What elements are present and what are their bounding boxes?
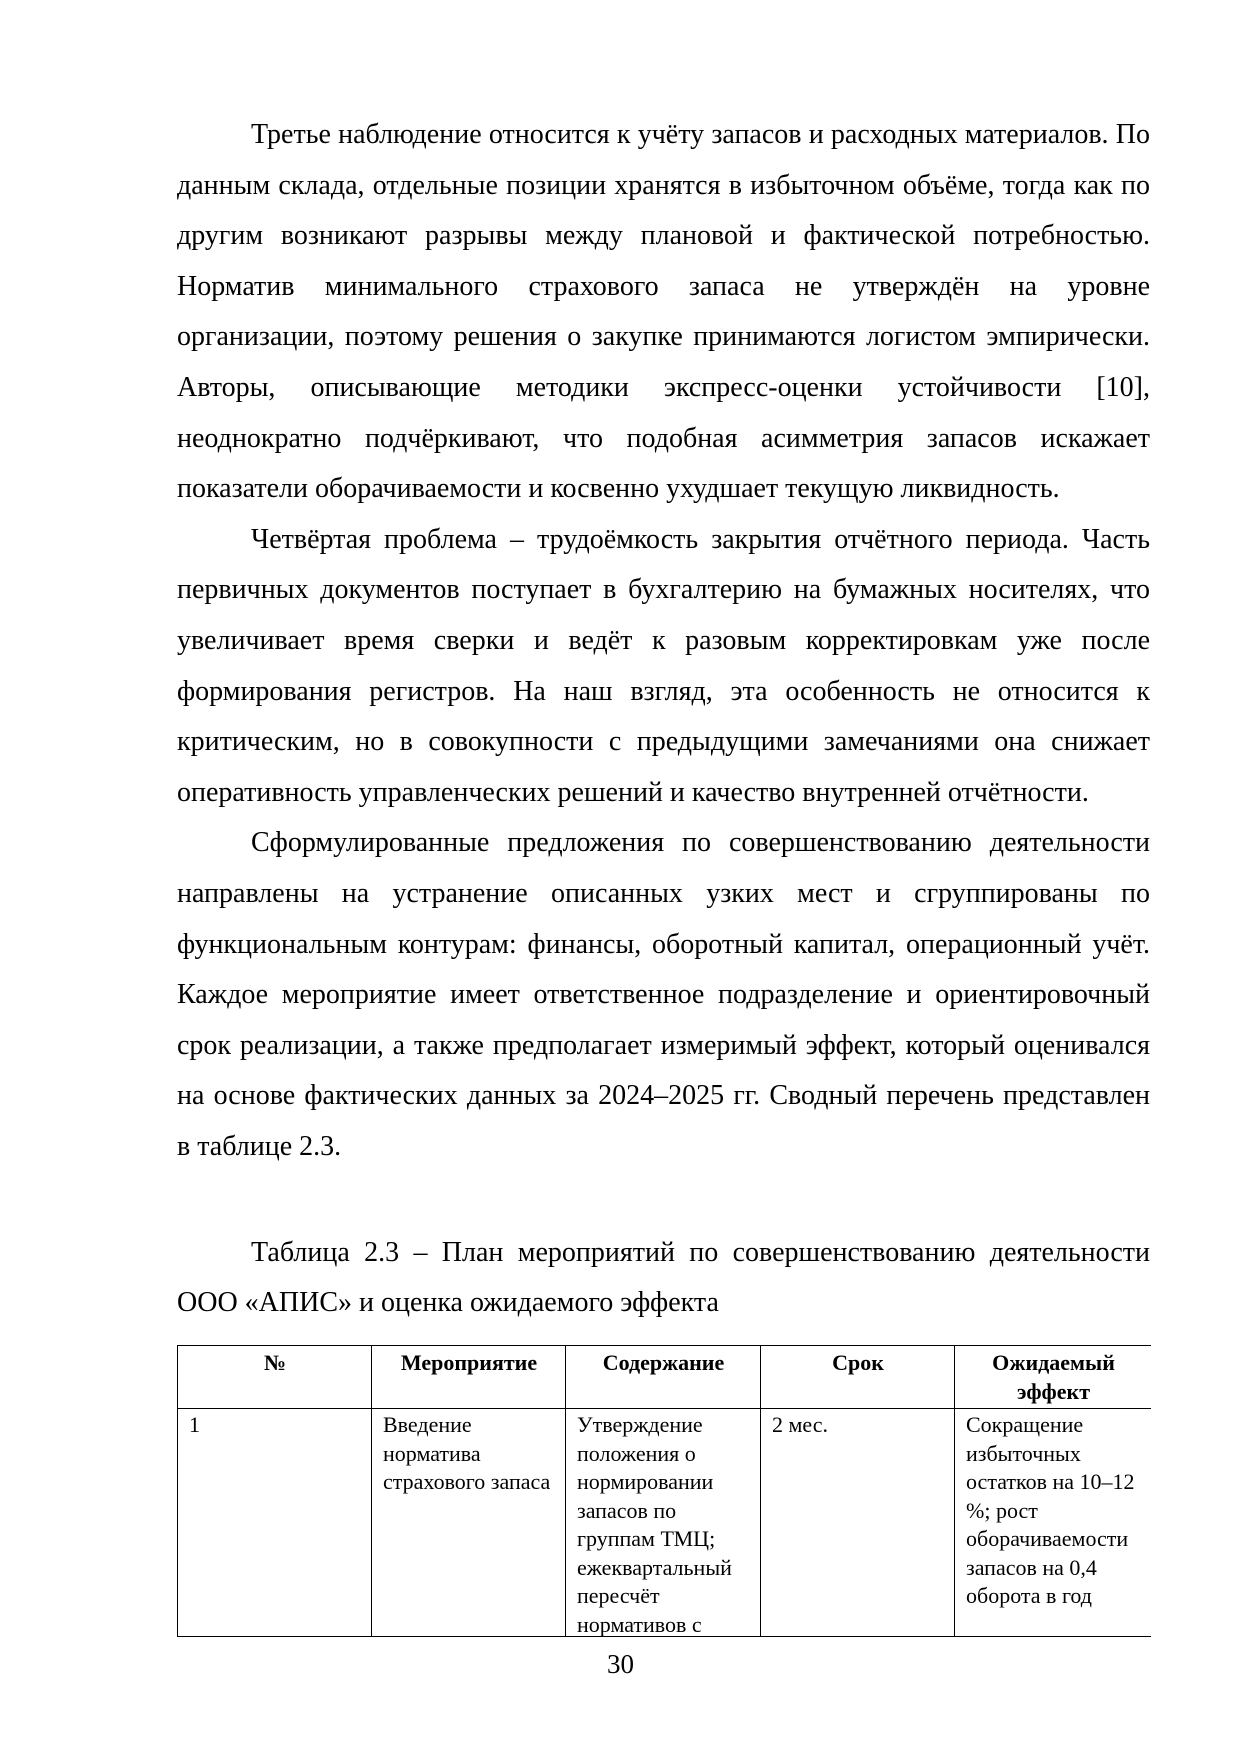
cell-effect: Сокращение избыточных остатков на 10–12 %; рост оборачиваемости запасов на 0,4 оборота в год	[955, 1409, 1152, 1638]
cell-content: Утверждение положения о нормировании запасов по группам ТМЦ; ежеквартальный пересчёт нормативов с	[566, 1409, 761, 1638]
measures-table	[177, 1345, 1151, 1637]
paragraph-period-closing: Четвёртая проблема – трудоёмкость закрытия отчётного периода. Часть первичных документов поступает в бухгалтерию на бумажных носителях, что увеличивает время сверки и ведёт к разовым корректировкам уже после формирования регистров. На наш взгляд, эта особенность не относится к критическим, но в совокупности с предыдущими замечаниями она снижает оперативность управленческих решений и качество внутренней отчётности.	[177, 523, 1150, 808]
header-effect: Ожидаемый эффект	[955, 1346, 1152, 1409]
cell-term: 2 мес.	[761, 1409, 955, 1638]
measures-table-container	[177, 1345, 1151, 1637]
header-number: №	[178, 1346, 372, 1409]
table-header-row	[178, 1346, 1152, 1409]
table-row	[178, 1409, 1152, 1638]
paragraph-inventory: Третье наблюдение относится к учёту запасов и расходных материалов. По данным склада, отдельные позиции хранятся в избыточном объёме, тогда как по другим возникают разрывы между плановой и фактической потребностью. Норматив минимального страхового запаса не утверждён на уровне организации, поэтому решения о закупке принимаются логистом эмпирически. Авторы, описывающие методики экспресс-оценки устойчивости [10], неоднократно подчёркивают, что подобная асимметрия запасов искажает показатели оборачиваемости и косвенно ухудшает текущую ликвидность.	[177, 119, 1150, 505]
cell-number: 1	[178, 1409, 372, 1638]
header-measure: Мероприятие	[372, 1346, 566, 1409]
table-caption: Таблица 2.3 – План мероприятий по совершенствованию деятельности ООО «АПИС» и оценка ожидаемого эффекта	[177, 1237, 1150, 1318]
cell-measure: Введение норматива страхового запаса	[372, 1409, 566, 1638]
header-term: Срок	[761, 1346, 955, 1409]
body-text	[177, 110, 1150, 1172]
header-content: Содержание	[566, 1346, 761, 1409]
page-number: 30	[607, 1649, 634, 1679]
paragraph-proposals: Сформулированные предложения по совершенствованию деятельности направлены на устранение описанных узких мест и сгруппированы по функциональным контурам: финансы, оборотный капитал, операционный учёт. Каждое мероприятие имеет ответственное подразделение и ориентировочный срок реализации, а также предполагает измеримый эффект, который оценивался на основе фактических данных за 2024–2025 гг. Сводный перечень представлен в таблице 2.3.	[177, 827, 1150, 1162]
